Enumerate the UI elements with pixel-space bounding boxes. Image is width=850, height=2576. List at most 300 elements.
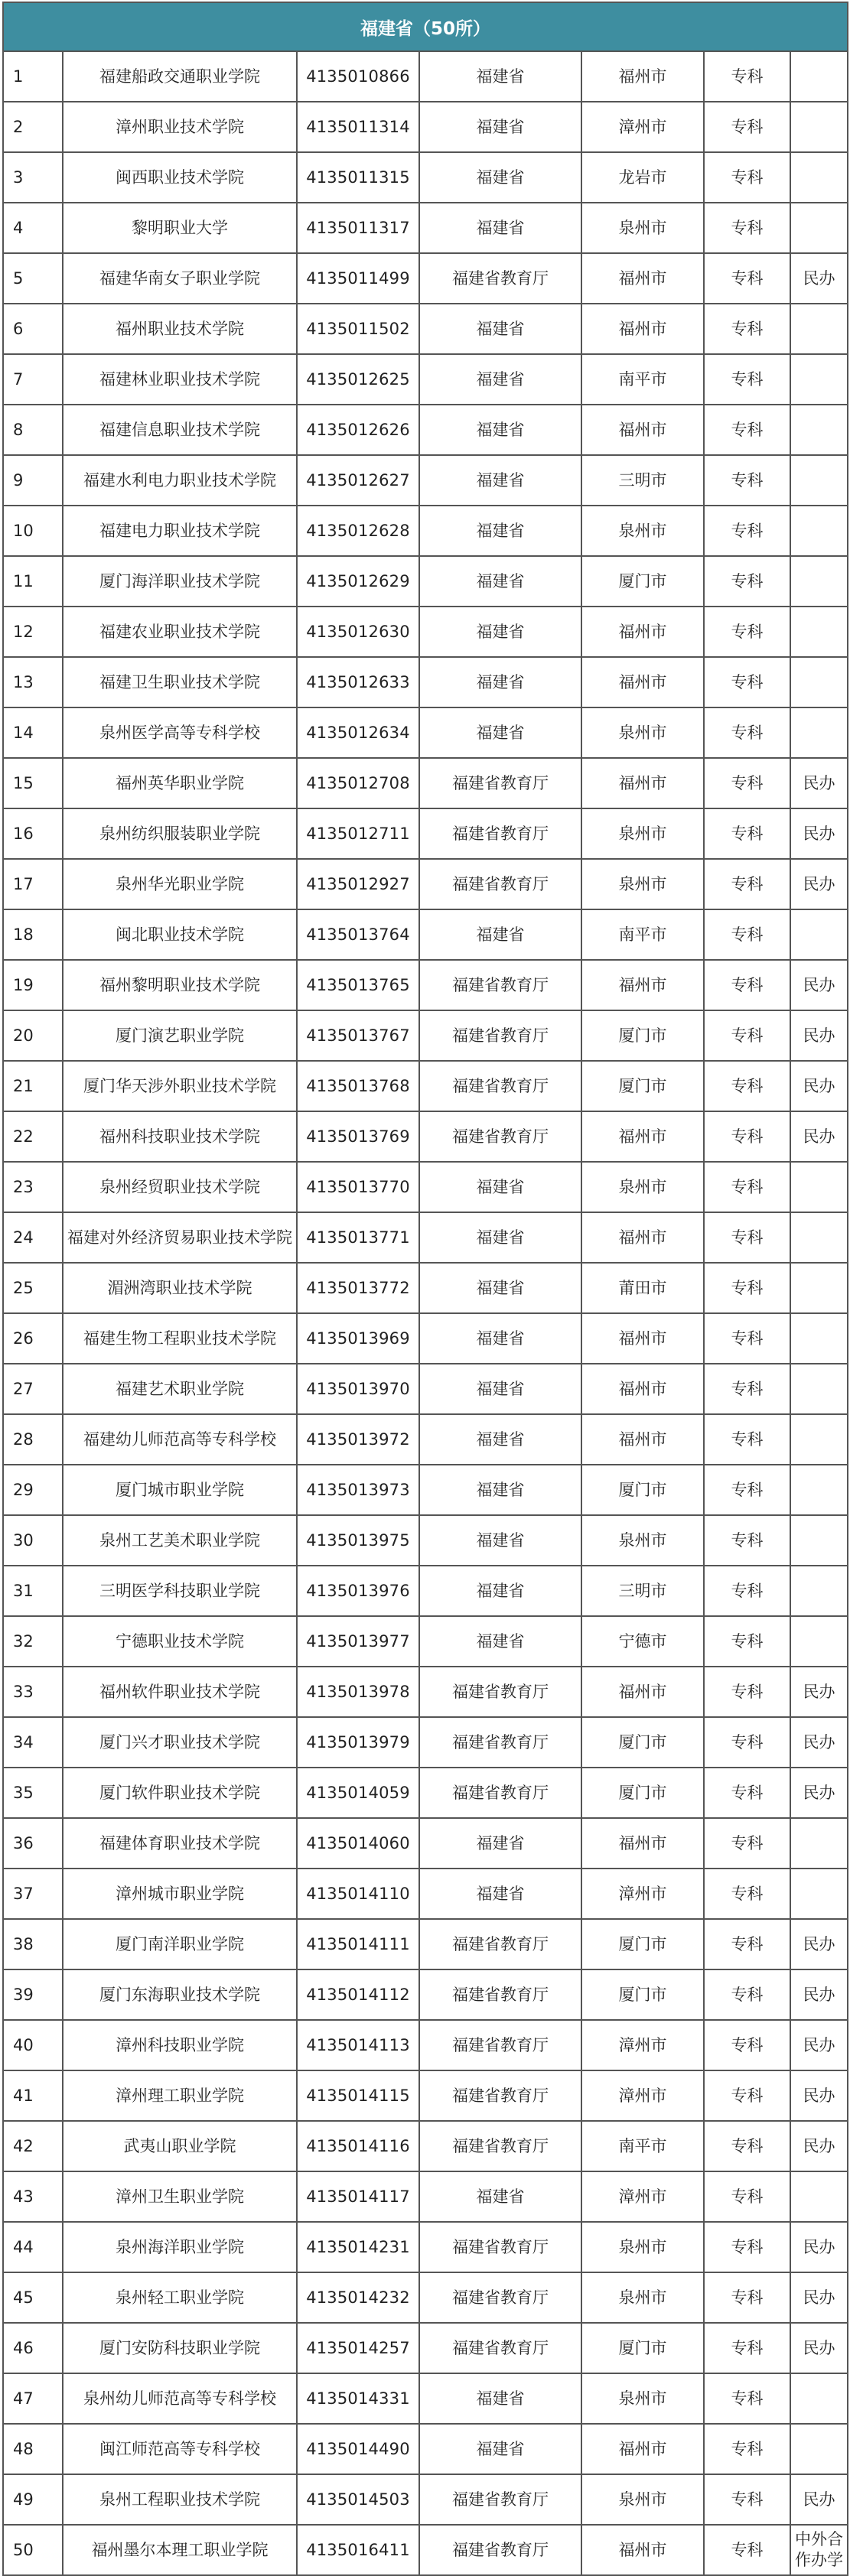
city-cell: 三明市	[581, 1566, 704, 1616]
row-number-cell: 26	[3, 1313, 63, 1364]
supervising-department-cell: 福建省	[419, 102, 581, 152]
remark-cell	[790, 1616, 848, 1667]
row-number-cell: 42	[3, 2121, 63, 2171]
table-row	[3, 2070, 848, 2121]
education-level-cell: 专科	[704, 203, 790, 253]
education-level-cell: 专科	[704, 1566, 790, 1616]
school-name-cell: 泉州工艺美术职业学院	[63, 1515, 297, 1566]
city-cell: 福州市	[581, 607, 704, 657]
city-cell: 泉州市	[581, 506, 704, 556]
city-cell: 福州市	[581, 960, 704, 1010]
supervising-department-cell: 福建省	[419, 1212, 581, 1263]
education-level-cell: 专科	[704, 1667, 790, 1717]
row-number-cell: 31	[3, 1566, 63, 1616]
supervising-department-cell: 福建省	[419, 1566, 581, 1616]
city-cell: 厦门市	[581, 1717, 704, 1768]
school-code-cell: 4135012626	[297, 405, 419, 455]
remark-cell	[790, 707, 848, 758]
row-number-cell: 22	[3, 1111, 63, 1162]
row-number-cell: 29	[3, 1465, 63, 1515]
school-name-cell: 厦门南洋职业学院	[63, 1919, 297, 1969]
remark-cell: 民办	[790, 1061, 848, 1111]
supervising-department-cell: 福建省	[419, 1364, 581, 1414]
education-level-cell: 专科	[704, 2171, 790, 2222]
remark-cell	[790, 657, 848, 707]
row-number-cell: 5	[3, 253, 63, 304]
supervising-department-cell: 福建省教育厅	[419, 2323, 581, 2373]
remark-cell	[790, 2373, 848, 2424]
city-cell: 福州市	[581, 304, 704, 354]
education-level-cell: 专科	[704, 1061, 790, 1111]
city-cell: 泉州市	[581, 2222, 704, 2272]
row-number-cell: 37	[3, 1869, 63, 1919]
school-name-cell: 宁德职业技术学院	[63, 1616, 297, 1667]
remark-cell	[790, 102, 848, 152]
school-table	[2, 2, 848, 2576]
table-row	[3, 1717, 848, 1768]
city-cell: 福州市	[581, 1111, 704, 1162]
education-level-cell: 专科	[704, 1515, 790, 1566]
city-cell: 厦门市	[581, 1061, 704, 1111]
school-code-cell: 4135012634	[297, 707, 419, 758]
row-number-cell: 43	[3, 2171, 63, 2222]
table-row	[3, 657, 848, 707]
row-number-cell: 19	[3, 960, 63, 1010]
row-number-cell: 10	[3, 506, 63, 556]
education-level-cell: 专科	[704, 1818, 790, 1869]
school-name-cell: 黎明职业大学	[63, 203, 297, 253]
school-code-cell: 4135013768	[297, 1061, 419, 1111]
table-row	[3, 2373, 848, 2424]
education-level-cell: 专科	[704, 1263, 790, 1313]
table-row	[3, 758, 848, 808]
city-cell: 泉州市	[581, 1515, 704, 1566]
school-code-cell: 4135013979	[297, 1717, 419, 1768]
school-code-cell: 4135014231	[297, 2222, 419, 2272]
city-cell: 福州市	[581, 1313, 704, 1364]
education-level-cell: 专科	[704, 102, 790, 152]
remark-cell	[790, 1263, 848, 1313]
city-cell: 福州市	[581, 1414, 704, 1465]
school-code-cell: 4135012628	[297, 506, 419, 556]
education-level-cell: 专科	[704, 1717, 790, 1768]
school-name-cell: 湄洲湾职业技术学院	[63, 1263, 297, 1313]
supervising-department-cell: 福建省	[419, 1162, 581, 1212]
row-number-cell: 9	[3, 455, 63, 506]
table-row	[3, 2272, 848, 2323]
supervising-department-cell: 福建省	[419, 2373, 581, 2424]
school-code-cell: 4135016411	[297, 2525, 419, 2575]
row-number-cell: 39	[3, 1969, 63, 2020]
supervising-department-cell: 福建省	[419, 354, 581, 405]
remark-cell: 民办	[790, 960, 848, 1010]
city-cell: 福州市	[581, 253, 704, 304]
supervising-department-cell: 福建省	[419, 51, 581, 102]
row-number-cell: 50	[3, 2525, 63, 2575]
table-row	[3, 1667, 848, 1717]
education-level-cell: 专科	[704, 2222, 790, 2272]
school-name-cell: 福建农业职业技术学院	[63, 607, 297, 657]
school-name-cell: 福州科技职业技术学院	[63, 1111, 297, 1162]
remark-cell: 民办	[790, 758, 848, 808]
school-code-cell: 4135014117	[297, 2171, 419, 2222]
education-level-cell: 专科	[704, 2323, 790, 2373]
school-code-cell: 4135013770	[297, 1162, 419, 1212]
remark-cell: 民办	[790, 808, 848, 859]
table-row	[3, 1263, 848, 1313]
school-name-cell: 福建艺术职业学院	[63, 1364, 297, 1414]
table-row	[3, 2525, 848, 2575]
table-row	[3, 1919, 848, 1969]
school-code-cell: 4135013978	[297, 1667, 419, 1717]
school-code-cell: 4135012629	[297, 556, 419, 607]
supervising-department-cell: 福建省教育厅	[419, 2272, 581, 2323]
city-cell: 龙岩市	[581, 152, 704, 203]
supervising-department-cell: 福建省教育厅	[419, 1111, 581, 1162]
table-row	[3, 859, 848, 909]
supervising-department-cell: 福建省	[419, 203, 581, 253]
education-level-cell: 专科	[704, 1212, 790, 1263]
school-name-cell: 泉州纺织服装职业学院	[63, 808, 297, 859]
city-cell: 泉州市	[581, 808, 704, 859]
school-name-cell: 厦门兴才职业技术学院	[63, 1717, 297, 1768]
school-list-sheet	[2, 2, 847, 2576]
row-number-cell: 24	[3, 1212, 63, 1263]
city-cell: 漳州市	[581, 1869, 704, 1919]
school-code-cell: 4135013977	[297, 1616, 419, 1667]
table-row	[3, 1465, 848, 1515]
remark-cell: 民办	[790, 2121, 848, 2171]
education-level-cell: 专科	[704, 2474, 790, 2525]
education-level-cell: 专科	[704, 2070, 790, 2121]
education-level-cell: 专科	[704, 2424, 790, 2474]
school-code-cell: 4135013771	[297, 1212, 419, 1263]
table-row	[3, 1313, 848, 1364]
city-cell: 福州市	[581, 1212, 704, 1263]
school-name-cell: 厦门城市职业学院	[63, 1465, 297, 1515]
supervising-department-cell: 福建省	[419, 506, 581, 556]
remark-cell	[790, 1566, 848, 1616]
row-number-cell: 21	[3, 1061, 63, 1111]
school-name-cell: 漳州理工职业学院	[63, 2070, 297, 2121]
table-row	[3, 2424, 848, 2474]
school-code-cell: 4135014116	[297, 2121, 419, 2171]
remark-cell: 民办	[790, 253, 848, 304]
school-name-cell: 福建生物工程职业技术学院	[63, 1313, 297, 1364]
education-level-cell: 专科	[704, 808, 790, 859]
row-number-cell: 16	[3, 808, 63, 859]
school-code-cell: 4135014059	[297, 1768, 419, 1818]
table-row	[3, 1768, 848, 1818]
remark-cell	[790, 51, 848, 102]
city-cell: 泉州市	[581, 1162, 704, 1212]
supervising-department-cell: 福建省教育厅	[419, 960, 581, 1010]
education-level-cell: 专科	[704, 1364, 790, 1414]
school-code-cell: 4135013975	[297, 1515, 419, 1566]
school-code-cell: 4135014503	[297, 2474, 419, 2525]
supervising-department-cell: 福建省教育厅	[419, 2525, 581, 2575]
school-code-cell: 4135013976	[297, 1566, 419, 1616]
city-cell: 泉州市	[581, 707, 704, 758]
remark-cell: 民办	[790, 2222, 848, 2272]
education-level-cell: 专科	[704, 455, 790, 506]
school-code-cell: 4135013765	[297, 960, 419, 1010]
table-row	[3, 304, 848, 354]
school-name-cell: 福建水利电力职业技术学院	[63, 455, 297, 506]
table-row	[3, 707, 848, 758]
city-cell: 泉州市	[581, 2474, 704, 2525]
school-name-cell: 福建信息职业技术学院	[63, 405, 297, 455]
school-name-cell: 武夷山职业学院	[63, 2121, 297, 2171]
supervising-department-cell: 福建省教育厅	[419, 1768, 581, 1818]
city-cell: 泉州市	[581, 2373, 704, 2424]
city-cell: 福州市	[581, 657, 704, 707]
city-cell: 泉州市	[581, 2272, 704, 2323]
table-row	[3, 1414, 848, 1465]
school-code-cell: 4135013769	[297, 1111, 419, 1162]
table-row	[3, 1566, 848, 1616]
row-number-cell: 23	[3, 1162, 63, 1212]
table-row	[3, 1869, 848, 1919]
supervising-department-cell: 福建省教育厅	[419, 2020, 581, 2070]
table-row	[3, 102, 848, 152]
school-code-cell: 4135012708	[297, 758, 419, 808]
remark-cell	[790, 1414, 848, 1465]
row-number-cell: 11	[3, 556, 63, 607]
remark-cell	[790, 1212, 848, 1263]
table-row	[3, 152, 848, 203]
supervising-department-cell: 福建省	[419, 2424, 581, 2474]
table-row	[3, 1818, 848, 1869]
education-level-cell: 专科	[704, 405, 790, 455]
education-level-cell: 专科	[704, 556, 790, 607]
remark-cell	[790, 2171, 848, 2222]
city-cell: 泉州市	[581, 203, 704, 253]
supervising-department-cell: 福建省	[419, 657, 581, 707]
table-row	[3, 253, 848, 304]
school-name-cell: 福州黎明职业技术学院	[63, 960, 297, 1010]
row-number-cell: 48	[3, 2424, 63, 2474]
education-level-cell: 专科	[704, 1768, 790, 1818]
school-name-cell: 漳州科技职业学院	[63, 2020, 297, 2070]
remark-cell: 民办	[790, 1111, 848, 1162]
remark-cell	[790, 1465, 848, 1515]
remark-cell: 民办	[790, 1717, 848, 1768]
school-name-cell: 漳州城市职业学院	[63, 1869, 297, 1919]
education-level-cell: 专科	[704, 1414, 790, 1465]
row-number-cell: 17	[3, 859, 63, 909]
table-row	[3, 1969, 848, 2020]
school-code-cell: 4135013970	[297, 1364, 419, 1414]
education-level-cell: 专科	[704, 2373, 790, 2424]
city-cell: 厦门市	[581, 2323, 704, 2373]
school-name-cell: 泉州经贸职业技术学院	[63, 1162, 297, 1212]
school-name-cell: 福州软件职业技术学院	[63, 1667, 297, 1717]
row-number-cell: 6	[3, 304, 63, 354]
school-name-cell: 厦门演艺职业学院	[63, 1010, 297, 1061]
education-level-cell: 专科	[704, 152, 790, 203]
school-code-cell: 4135013767	[297, 1010, 419, 1061]
school-code-cell: 4135011502	[297, 304, 419, 354]
education-level-cell: 专科	[704, 1313, 790, 1364]
school-name-cell: 福州墨尔本理工职业学院	[63, 2525, 297, 2575]
table-row	[3, 2121, 848, 2171]
school-code-cell: 4135012633	[297, 657, 419, 707]
remark-cell	[790, 1313, 848, 1364]
remark-cell: 民办	[790, 1010, 848, 1061]
row-number-cell: 15	[3, 758, 63, 808]
remark-cell: 民办	[790, 1919, 848, 1969]
city-cell: 宁德市	[581, 1616, 704, 1667]
school-name-cell: 泉州海洋职业学院	[63, 2222, 297, 2272]
supervising-department-cell: 福建省教育厅	[419, 1919, 581, 1969]
table-row	[3, 2323, 848, 2373]
supervising-department-cell: 福建省	[419, 1616, 581, 1667]
remark-cell: 民办	[790, 2070, 848, 2121]
school-name-cell: 福建林业职业技术学院	[63, 354, 297, 405]
table-row	[3, 405, 848, 455]
supervising-department-cell: 福建省	[419, 1263, 581, 1313]
city-cell: 厦门市	[581, 1465, 704, 1515]
education-level-cell: 专科	[704, 304, 790, 354]
school-code-cell: 4135010866	[297, 51, 419, 102]
row-number-cell: 18	[3, 909, 63, 960]
school-name-cell: 泉州轻工职业学院	[63, 2272, 297, 2323]
remark-cell	[790, 203, 848, 253]
education-level-cell: 专科	[704, 657, 790, 707]
school-name-cell: 厦门东海职业技术学院	[63, 1969, 297, 2020]
remark-cell	[790, 354, 848, 405]
city-cell: 福州市	[581, 2424, 704, 2474]
education-level-cell: 专科	[704, 2121, 790, 2171]
education-level-cell: 专科	[704, 758, 790, 808]
education-level-cell: 专科	[704, 1969, 790, 2020]
remark-cell	[790, 2424, 848, 2474]
row-number-cell: 41	[3, 2070, 63, 2121]
school-name-cell: 三明医学科技职业学院	[63, 1566, 297, 1616]
city-cell: 漳州市	[581, 2020, 704, 2070]
remark-cell	[790, 1515, 848, 1566]
row-number-cell: 44	[3, 2222, 63, 2272]
education-level-cell: 专科	[704, 1010, 790, 1061]
remark-cell	[790, 304, 848, 354]
table-row	[3, 1111, 848, 1162]
remark-cell	[790, 607, 848, 657]
row-number-cell: 14	[3, 707, 63, 758]
table-row	[3, 1061, 848, 1111]
city-cell: 莆田市	[581, 1263, 704, 1313]
education-level-cell: 专科	[704, 1162, 790, 1212]
table-row	[3, 1162, 848, 1212]
row-number-cell: 33	[3, 1667, 63, 1717]
school-code-cell: 4135011314	[297, 102, 419, 152]
table-row	[3, 51, 848, 102]
city-cell: 厦门市	[581, 1768, 704, 1818]
table-row	[3, 808, 848, 859]
remark-cell	[790, 909, 848, 960]
remark-cell	[790, 455, 848, 506]
city-cell: 福州市	[581, 2525, 704, 2575]
remark-cell: 民办	[790, 2020, 848, 2070]
city-cell: 福州市	[581, 1667, 704, 1717]
remark-cell	[790, 405, 848, 455]
table-row	[3, 909, 848, 960]
row-number-cell: 46	[3, 2323, 63, 2373]
supervising-department-cell: 福建省	[419, 304, 581, 354]
supervising-department-cell: 福建省教育厅	[419, 2121, 581, 2171]
school-code-cell: 4135012627	[297, 455, 419, 506]
supervising-department-cell: 福建省教育厅	[419, 2474, 581, 2525]
row-number-cell: 27	[3, 1364, 63, 1414]
row-number-cell: 38	[3, 1919, 63, 1969]
table-row	[3, 1010, 848, 1061]
school-code-cell: 4135012927	[297, 859, 419, 909]
school-code-cell: 4135012630	[297, 607, 419, 657]
school-code-cell: 4135014331	[297, 2373, 419, 2424]
title-row	[3, 2, 848, 51]
school-name-cell: 福州英华职业学院	[63, 758, 297, 808]
education-level-cell: 专科	[704, 2020, 790, 2070]
education-level-cell: 专科	[704, 1869, 790, 1919]
row-number-cell: 28	[3, 1414, 63, 1465]
supervising-department-cell: 福建省	[419, 1515, 581, 1566]
remark-cell: 民办	[790, 2272, 848, 2323]
education-level-cell: 专科	[704, 2272, 790, 2323]
education-level-cell: 专科	[704, 1111, 790, 1162]
supervising-department-cell: 福建省教育厅	[419, 1667, 581, 1717]
row-number-cell: 4	[3, 203, 63, 253]
remark-cell	[790, 1162, 848, 1212]
education-level-cell: 专科	[704, 51, 790, 102]
city-cell: 福州市	[581, 1364, 704, 1414]
supervising-department-cell: 福建省	[419, 1414, 581, 1465]
table-row	[3, 2222, 848, 2272]
table-row	[3, 354, 848, 405]
remark-cell	[790, 1364, 848, 1414]
table-row	[3, 2020, 848, 2070]
school-name-cell: 漳州卫生职业学院	[63, 2171, 297, 2222]
supervising-department-cell: 福建省	[419, 1313, 581, 1364]
supervising-department-cell: 福建省	[419, 2171, 581, 2222]
city-cell: 福州市	[581, 51, 704, 102]
school-name-cell: 福建船政交通职业学院	[63, 51, 297, 102]
supervising-department-cell: 福建省教育厅	[419, 808, 581, 859]
education-level-cell: 专科	[704, 707, 790, 758]
school-name-cell: 漳州职业技术学院	[63, 102, 297, 152]
school-name-cell: 福建卫生职业技术学院	[63, 657, 297, 707]
row-number-cell: 34	[3, 1717, 63, 1768]
row-number-cell: 2	[3, 102, 63, 152]
table-row	[3, 455, 848, 506]
education-level-cell: 专科	[704, 1465, 790, 1515]
row-number-cell: 47	[3, 2373, 63, 2424]
row-number-cell: 35	[3, 1768, 63, 1818]
education-level-cell: 专科	[704, 960, 790, 1010]
table-row	[3, 2474, 848, 2525]
school-code-cell: 4135014490	[297, 2424, 419, 2474]
school-code-cell: 4135014257	[297, 2323, 419, 2373]
education-level-cell: 专科	[704, 909, 790, 960]
school-name-cell: 泉州工程职业技术学院	[63, 2474, 297, 2525]
school-name-cell: 厦门软件职业技术学院	[63, 1768, 297, 1818]
supervising-department-cell: 福建省	[419, 556, 581, 607]
supervising-department-cell: 福建省	[419, 152, 581, 203]
city-cell: 福州市	[581, 405, 704, 455]
supervising-department-cell: 福建省	[419, 909, 581, 960]
education-level-cell: 专科	[704, 253, 790, 304]
school-code-cell: 4135014113	[297, 2020, 419, 2070]
school-name-cell: 泉州医学高等专科学校	[63, 707, 297, 758]
